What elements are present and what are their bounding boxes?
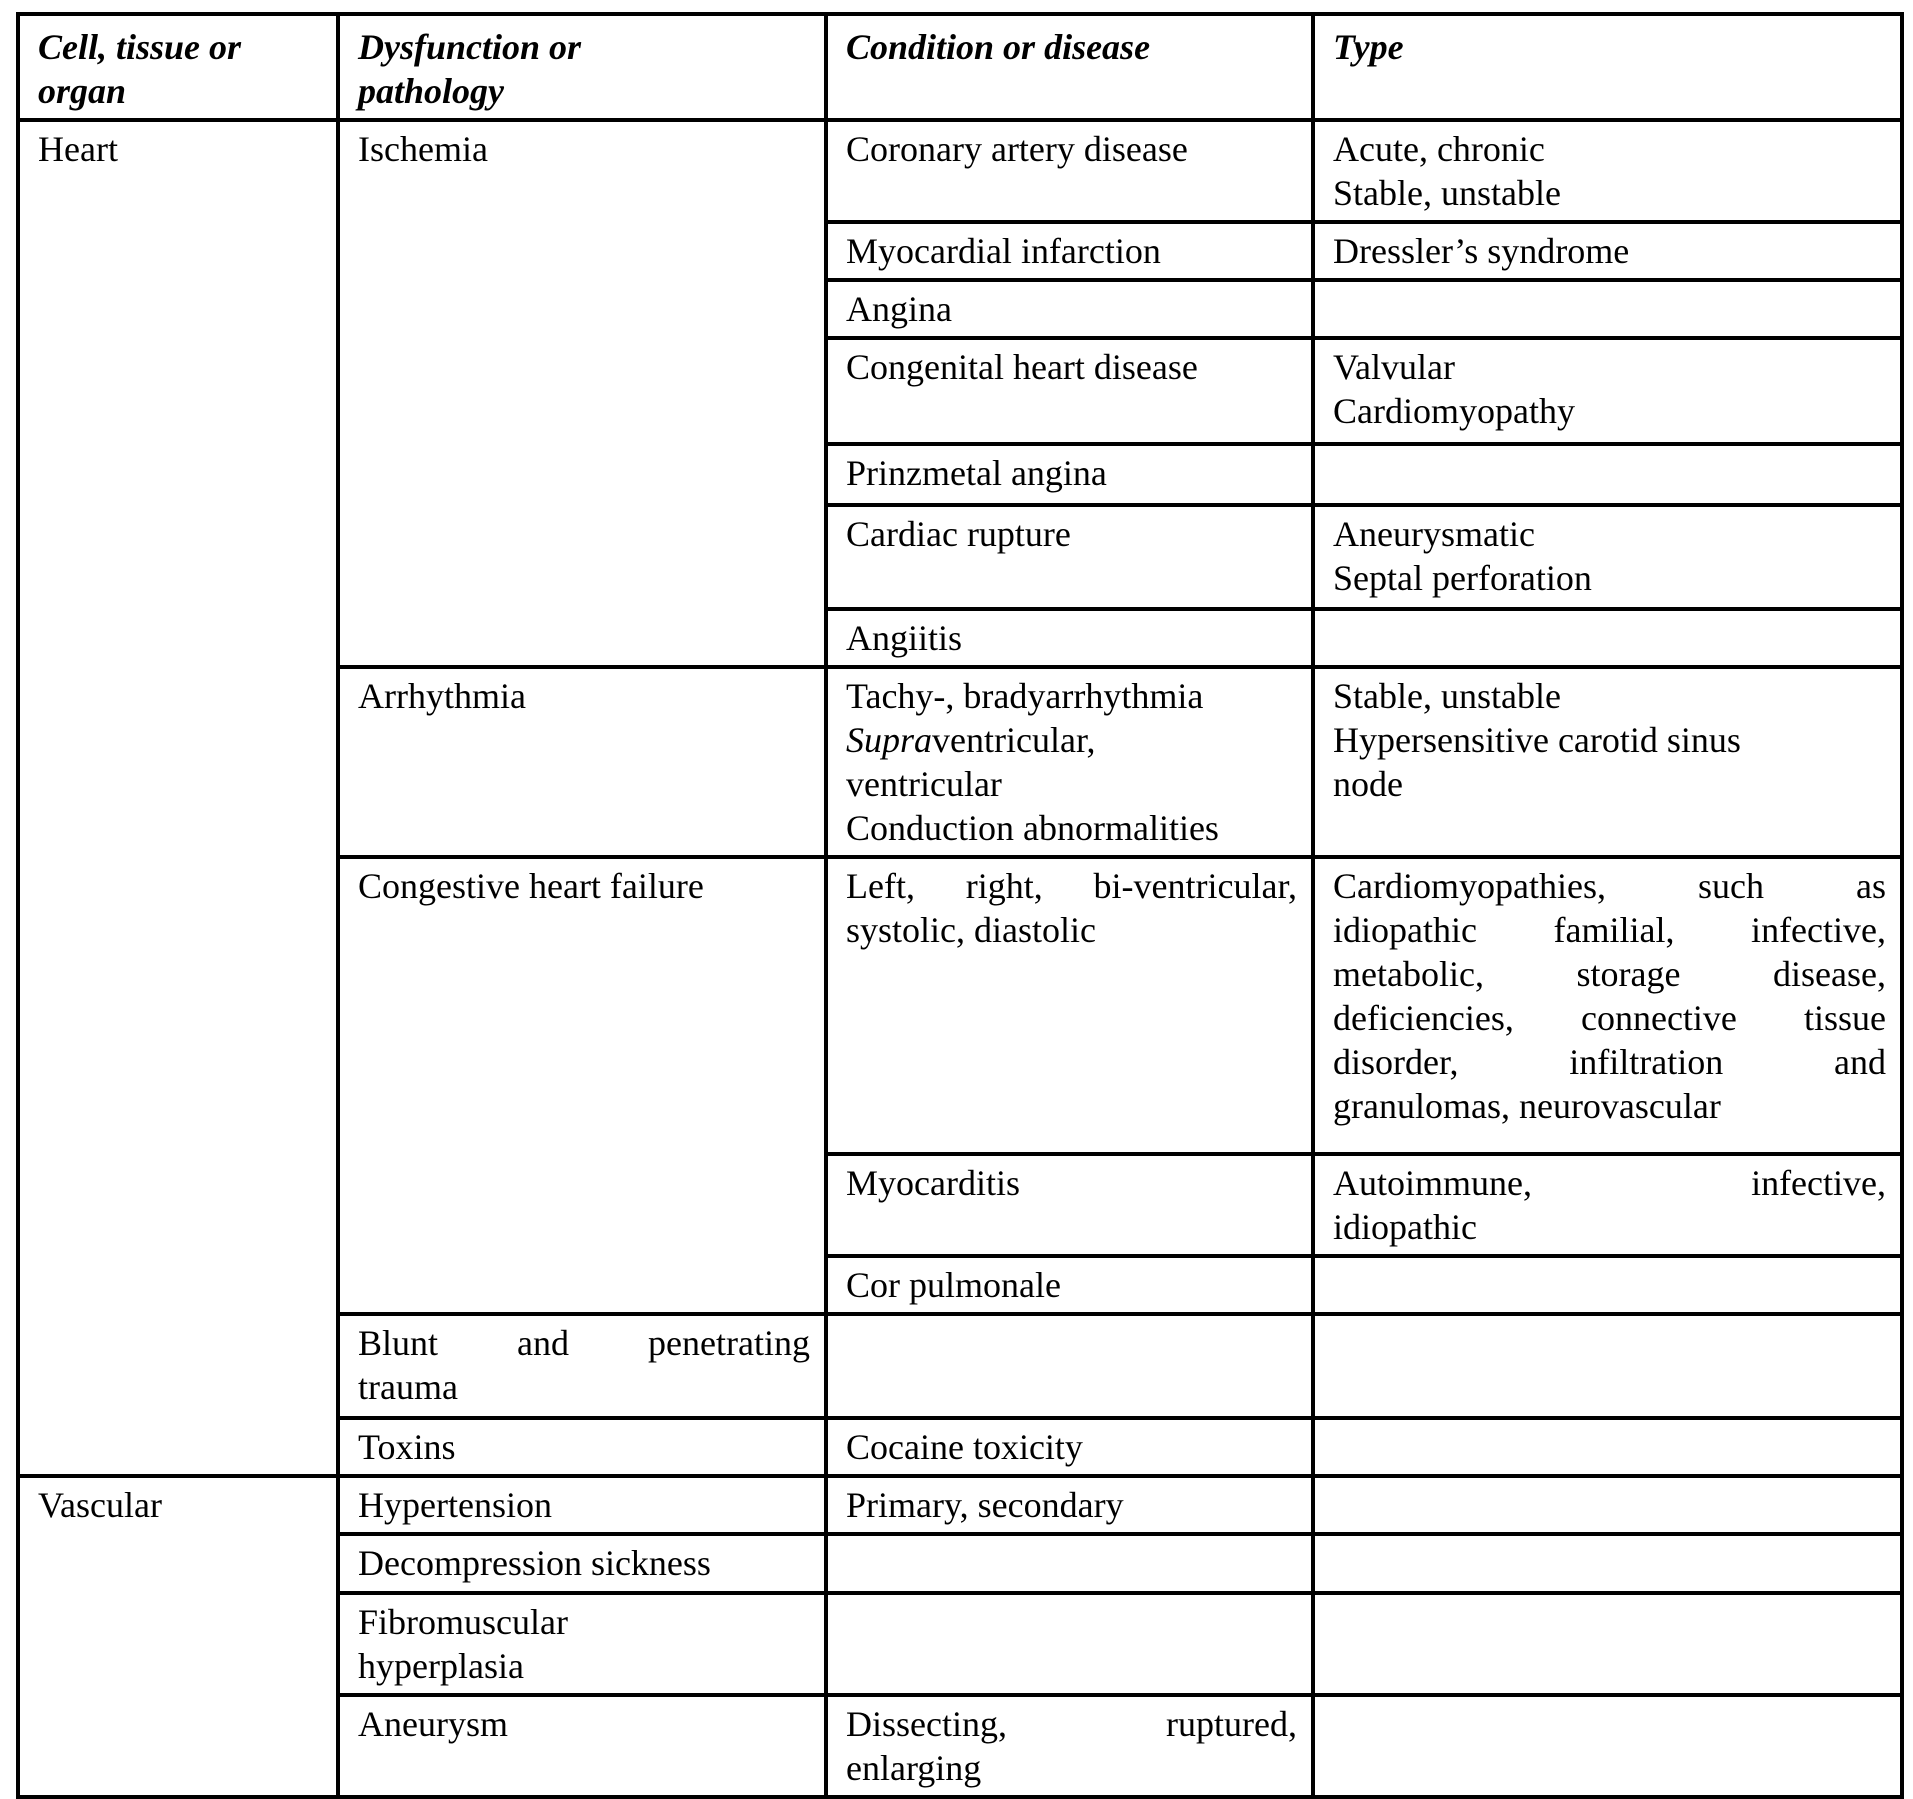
cell-condition-angina: Angina xyxy=(826,280,1313,338)
cell-type-empty xyxy=(1313,609,1902,667)
cell-dysfunction-toxins: Toxins xyxy=(338,1418,826,1476)
cell-condition-primary-secondary: Primary, secondary xyxy=(826,1476,1313,1534)
cell-type-empty xyxy=(1313,1256,1902,1314)
cell-type-empty xyxy=(1313,1476,1902,1534)
cell-type xyxy=(1313,667,1902,857)
cell-type xyxy=(1313,222,1902,280)
type-line: node xyxy=(1333,764,1403,804)
cell-condition-cocaine-toxicity: Cocaine toxicity xyxy=(826,1418,1313,1476)
cell-type xyxy=(1313,505,1902,609)
pathology-table xyxy=(16,12,1904,1799)
cell-type-empty xyxy=(1313,1534,1902,1593)
type-line: Hypersensitive carotid sinus xyxy=(1333,720,1741,760)
condition-line: systolic, diastolic xyxy=(846,910,1096,950)
cell-condition-empty xyxy=(826,1593,1313,1695)
cell-organ-vascular: Vascular xyxy=(18,1476,338,1797)
cell-condition-myocardial-infarction: Myocardial infarction xyxy=(826,222,1313,280)
cell-condition-ventricular-failure xyxy=(826,857,1313,1154)
type-line: Stable, unstable xyxy=(1333,676,1561,716)
cell-dysfunction-trauma xyxy=(338,1314,826,1418)
cell-type-cardiomyopathies xyxy=(1313,857,1902,1154)
cell-type xyxy=(1313,338,1902,444)
cell-type-empty xyxy=(1313,1418,1902,1476)
type-line: Aneurysmatic xyxy=(1333,514,1535,554)
cell-type xyxy=(1313,120,1902,222)
type-line: Stable, unstable xyxy=(1333,173,1561,213)
table-row xyxy=(18,1476,1902,1534)
cell-organ-heart: Heart xyxy=(18,120,338,1476)
type-line: Autoimmune, infective, xyxy=(1333,1163,1886,1203)
condition-line: Tachy-, bradyarrhythmia xyxy=(846,676,1204,716)
cell-condition-cardiac-rupture: Cardiac rupture xyxy=(826,505,1313,609)
cell-dysfunction-congestive-heart-failure: Congestive heart failure xyxy=(338,857,826,1314)
cell-condition-empty xyxy=(826,1534,1313,1593)
cell-condition-dissecting xyxy=(826,1695,1313,1797)
type-line: Cardiomyopathies, such as xyxy=(1333,866,1886,906)
header-label-dysfunction: Dysfunction or pathology xyxy=(358,27,582,111)
condition-line: Conduction abnormalities xyxy=(846,808,1219,848)
cell-type-empty xyxy=(1313,1314,1902,1418)
header-cell-organ xyxy=(18,14,338,120)
dysfunction-line: hyperplasia xyxy=(358,1646,524,1686)
table-row xyxy=(18,120,1902,222)
dysfunction-line: Blunt and penetrating xyxy=(358,1323,810,1363)
cell-type-empty xyxy=(1313,444,1902,505)
cell-condition-arrhythmia xyxy=(826,667,1313,857)
dysfunction-line: trauma xyxy=(358,1367,458,1407)
cell-condition-congenital-heart-disease: Congenital heart disease xyxy=(826,338,1313,444)
type-line: Dressler’s syndrome xyxy=(1333,231,1630,271)
condition-line: enlarging xyxy=(846,1748,982,1788)
header-cell-condition xyxy=(826,14,1313,120)
type-line: idiopathic xyxy=(1333,1207,1477,1247)
cell-dysfunction-fibromuscular-hyperplasia xyxy=(338,1593,826,1695)
cell-dysfunction-hypertension: Hypertension xyxy=(338,1476,826,1534)
condition-line: ventricular xyxy=(846,764,1002,804)
cell-condition-prinzmetal-angina: Prinzmetal angina xyxy=(826,444,1313,505)
cell-condition-coronary-artery-disease: Coronary artery disease xyxy=(826,120,1313,222)
condition-line xyxy=(846,718,1297,762)
header-cell-dysfunction xyxy=(338,14,826,120)
cell-type-empty xyxy=(1313,280,1902,338)
dysfunction-line: Fibromuscular xyxy=(358,1602,568,1642)
cell-type-empty xyxy=(1313,1695,1902,1797)
cell-condition-myocarditis: Myocarditis xyxy=(826,1154,1313,1256)
header-cell-type xyxy=(1313,14,1902,120)
cell-type-empty xyxy=(1313,1593,1902,1695)
type-line: deficiencies, connective tissue xyxy=(1333,998,1886,1038)
cell-dysfunction-aneurysm: Aneurysm xyxy=(338,1695,826,1797)
cell-dysfunction-ischemia: Ischemia xyxy=(338,120,826,667)
cell-type xyxy=(1313,1154,1902,1256)
type-line: idiopathic familial, infective, xyxy=(1333,910,1886,950)
type-line: granulomas, neurovascular xyxy=(1333,1086,1721,1126)
cell-dysfunction-arrhythmia: Arrhythmia xyxy=(338,667,826,857)
type-line: Cardiomyopathy xyxy=(1333,391,1575,431)
type-line: Acute, chronic xyxy=(1333,129,1545,169)
cell-condition-cor-pulmonale: Cor pulmonale xyxy=(826,1256,1313,1314)
header-label-organ: Cell, tissue or organ xyxy=(38,27,242,111)
table-header-row xyxy=(18,14,1902,120)
condition-line: Dissecting, ruptured, xyxy=(846,1704,1297,1744)
cell-condition-empty xyxy=(826,1314,1313,1418)
type-line: metabolic, storage disease, xyxy=(1333,954,1886,994)
condition-line-italic-part: Supra xyxy=(846,720,933,760)
condition-line-regular-part: ventricular, xyxy=(932,720,1096,760)
condition-line: Left, right, bi-ventricular, xyxy=(846,866,1297,906)
header-label-condition: Condition or disease xyxy=(846,27,1151,67)
type-line: disorder, infiltration and xyxy=(1333,1042,1886,1082)
type-line: Septal perforation xyxy=(1333,558,1592,598)
type-line: Valvular xyxy=(1333,347,1455,387)
cell-condition-angiitis: Angiitis xyxy=(826,609,1313,667)
cell-dysfunction-decompression-sickness: Decompression sickness xyxy=(338,1534,826,1593)
header-label-type: Type xyxy=(1333,27,1404,67)
